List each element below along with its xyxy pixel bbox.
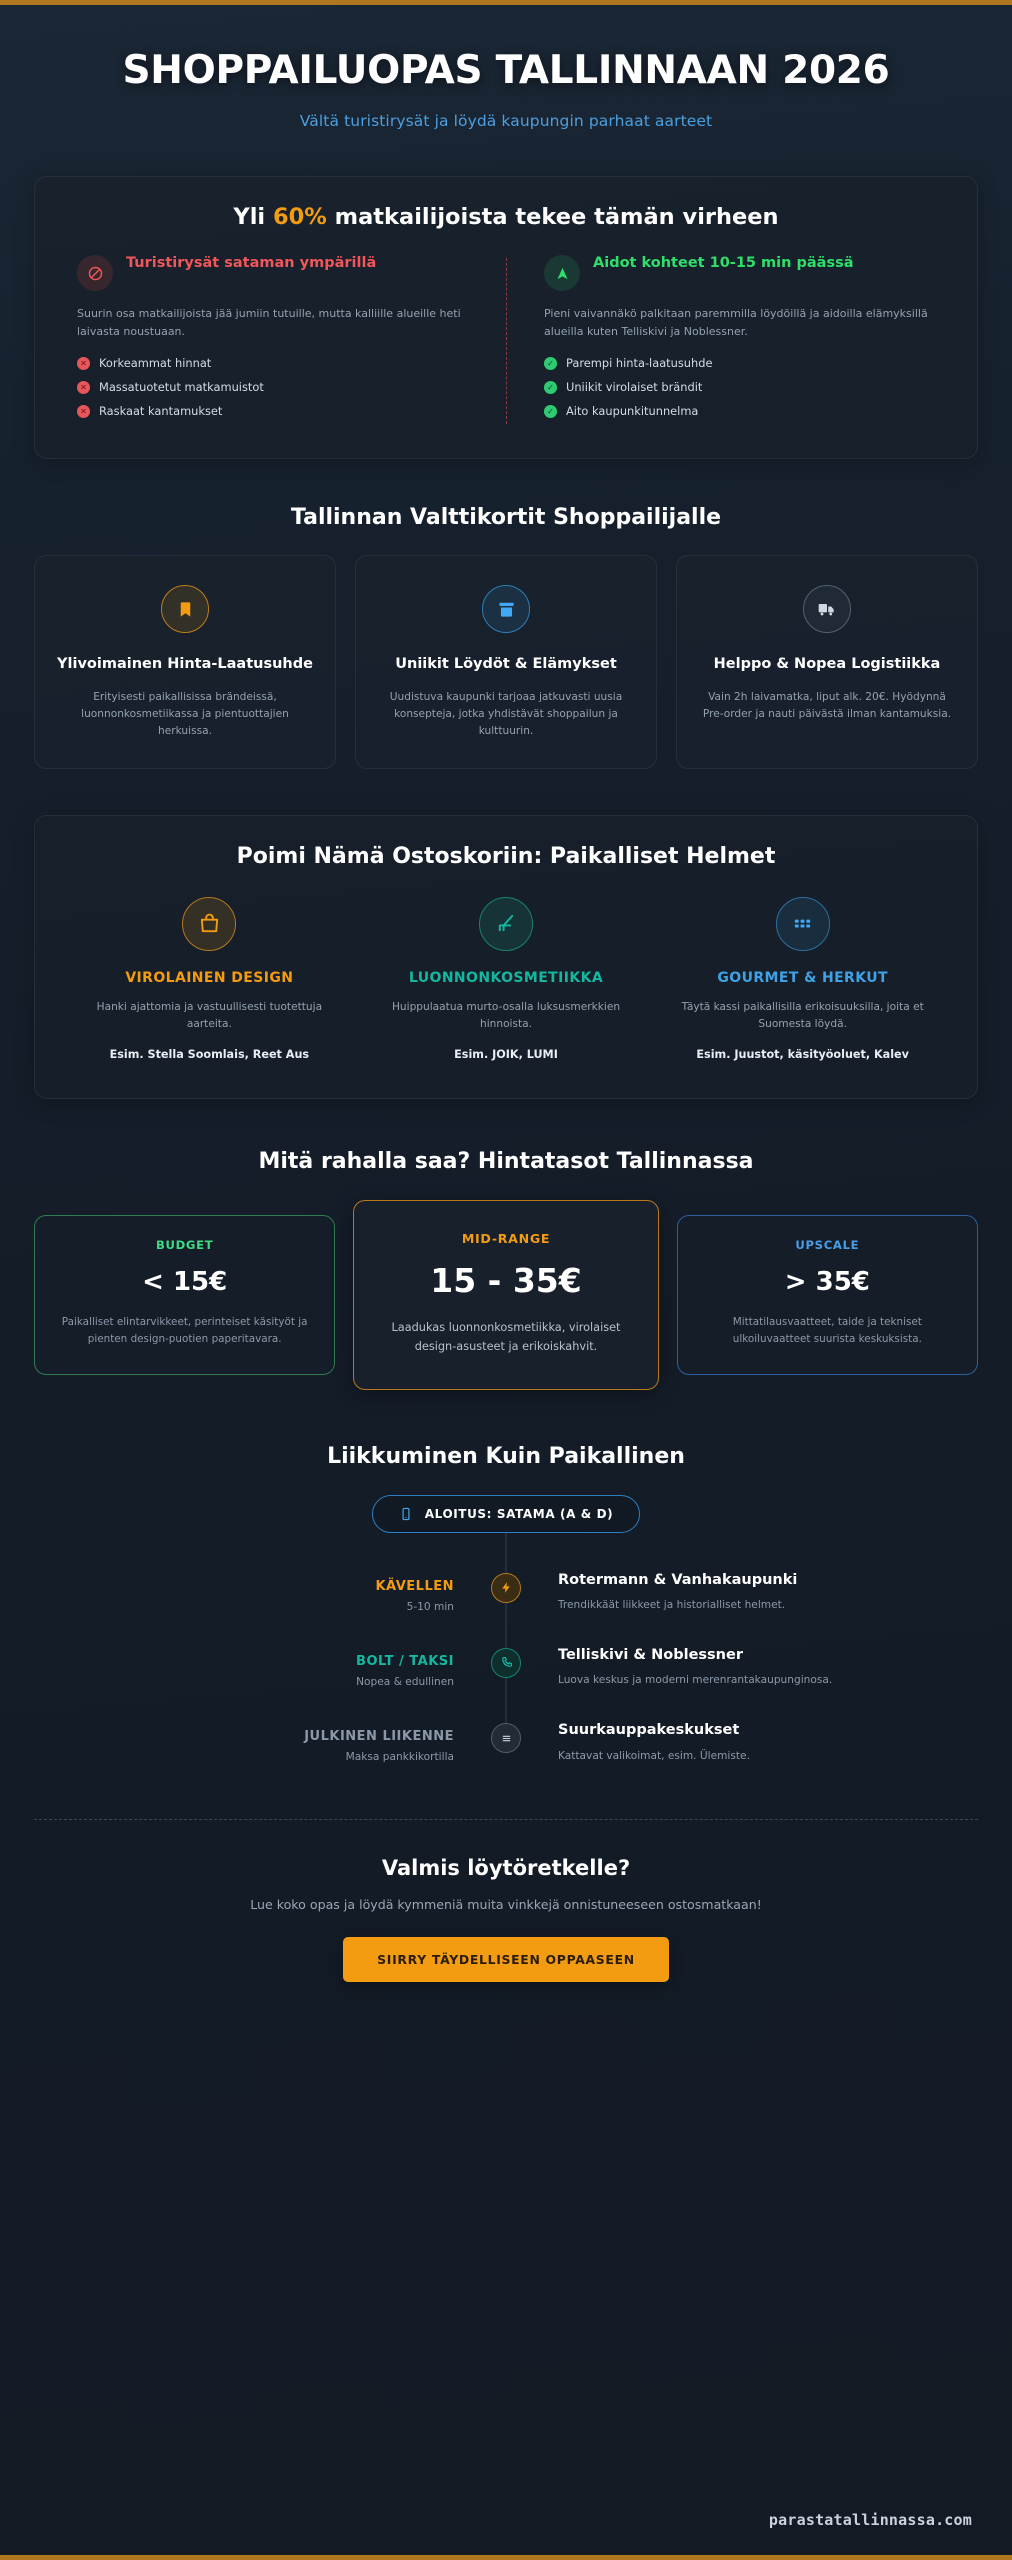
timeline-dest-title: Suurkauppakeskukset (558, 1722, 740, 1739)
feature-title: Uniikit Löydöt & Elämykset (395, 656, 617, 673)
timeline-mode-block (34, 1571, 506, 1613)
feature-title: Ylivoimainen Hinta-Laatusuhde (57, 656, 313, 673)
basket-item-desc: Hanki ajattomia ja vastuullisesti tuotettuja aarteita. (96, 1000, 323, 1031)
feature-desc: Uudistuva kaupunki tarjoaa jatkuvasti uusia konsepteja, jotka yhdistävät shoppailun ja kulttuurin. (389, 690, 623, 737)
price-tier-desc: Mittatilausvaatteet, taide ja tekniset ulkoiluvaatteet suurista keskuksista. (732, 1315, 922, 1345)
basket-item (654, 897, 951, 1064)
mistake-heading-pre: Yli (233, 204, 273, 231)
transport-section (0, 1444, 1012, 1765)
bookmark-icon (161, 585, 209, 633)
cta-section (0, 1820, 1012, 1982)
transport-timeline (0, 1533, 1012, 1765)
price-tier-tag: UPSCALE (795, 1237, 860, 1252)
navigation-arrow-icon (544, 255, 580, 291)
feature-card (355, 555, 657, 769)
timeline-mode-sub: 5-10 min (406, 1600, 454, 1613)
price-tier-mid-range (353, 1200, 658, 1390)
timeline-dest-title: Rotermann & Vanhakaupunki (558, 1571, 798, 1588)
features-title: Tallinnan Valttikortit Shoppailijalle (290, 505, 722, 531)
prices-grid (0, 1200, 1012, 1390)
basket-item-example: Esim. Juustot, käsityöoluet, Kalev (696, 1048, 909, 1062)
timeline-dest-desc: Kattavat valikoimat, esim. Ülemiste. (558, 1749, 750, 1762)
mistake-heading (59, 204, 953, 230)
features-section (0, 505, 1012, 769)
features-grid (0, 555, 1012, 769)
page-title: SHOPPAILUOPAS TALLINNAAN 2026 (122, 48, 890, 93)
bad-list (77, 356, 472, 418)
timeline-mode: BOLT / TAKSI (356, 1653, 454, 1669)
good-body: Pieni vaivannäkö palkitaan paremmilla löydöillä ja aidoilla elämyksillä alueilla kuten Telliskivi ja Noblessner. (544, 307, 928, 339)
good-title: Aidot kohteet 10-15 min päässä (593, 255, 854, 272)
basket-grid (61, 897, 951, 1064)
timeline-dest-title: Telliskivi & Noblessner (558, 1646, 743, 1663)
list-item (77, 404, 472, 418)
price-tier-tag: BUDGET (155, 1237, 214, 1252)
basket-item-title: VIROLAINEN DESIGN (125, 969, 294, 986)
transport-start-pill (372, 1495, 641, 1533)
price-tier-desc: Paikalliset elintarvikkeet, perinteiset käsityöt ja pienten design-puotien paperitavara. (61, 1315, 308, 1345)
feature-card (34, 555, 336, 769)
lightning-bolt-icon (491, 1573, 521, 1603)
cta-subtext: Lue koko opas ja löydä kymmeniä muita vinkkejä onnistuneeseen ostosmatkaan! (250, 1896, 762, 1912)
feature-title: Helppo & Nopea Logistiikka (713, 656, 941, 673)
cross-icon: ✕ (77, 357, 90, 370)
basket-item-example: Esim. JOIK, LUMI (454, 1048, 558, 1062)
hero-section (0, 5, 1012, 130)
basket-item (61, 897, 358, 1064)
transport-title: Liikkuminen Kuin Paikallinen (327, 1443, 685, 1469)
check-icon: ✓ (544, 357, 557, 370)
list-item (544, 404, 939, 418)
cross-icon: ✕ (77, 405, 90, 418)
list-item (77, 380, 472, 394)
basket-item-desc: Täytä kassi paikallisilla erikoisuuksilla, joita et Suomesta löydä. (681, 1000, 924, 1031)
transport-start-label: ALOITUS: SATAMA (A & D) (424, 1506, 614, 1521)
timeline-mode-sub: Nopea & edullinen (356, 1675, 454, 1688)
price-tier-desc: Laadukas luonnonkosmetiikka, virolaiset design-asusteet ja erikoiskahvit. (391, 1321, 621, 1353)
feature-desc: Erityisesti paikallisissa brändeissä, luonnonkosmetiikassa ja pientuottajien herkuissa. (81, 690, 289, 737)
cta-heading: Valmis löytöretkelle? (381, 1855, 631, 1880)
timeline-mode: JULKINEN LIIKENNE (304, 1729, 454, 1745)
price-tier-tag: MID-RANGE (461, 1231, 551, 1247)
list-item (544, 380, 939, 394)
basket-item-title: LUONNONKOSMETIIKKA (408, 969, 604, 986)
good-item-label: Uniikit virolaiset brändit (566, 380, 703, 395)
timeline-mode-sub: Maksa pankkikortilla (345, 1751, 454, 1764)
good-item-label: Parempi hinta-laatusuhde (566, 356, 713, 371)
list-lines-icon (491, 1723, 521, 1753)
bad-title: Turistirysät sataman ympärillä (126, 255, 377, 272)
bad-header (77, 254, 472, 291)
list-item (544, 356, 939, 370)
check-icon: ✓ (544, 405, 557, 418)
timeline-step (0, 1614, 1012, 1689)
timeline-dest-block (506, 1646, 978, 1689)
timeline-dest-desc: Luova keskus ja moderni merenrantakaupunginosa. (558, 1674, 833, 1687)
cross-icon: ✕ (77, 381, 90, 394)
price-tier-amount: > 35€ (784, 1266, 870, 1297)
bad-item-label: Massatuotetut matkamuistot (99, 380, 264, 395)
ban-icon (77, 255, 113, 291)
feature-card (676, 555, 978, 769)
comparison-bad-column (59, 254, 506, 428)
timeline-step (0, 1689, 1012, 1764)
price-tier-budget (34, 1215, 335, 1376)
price-tier-amount: 15 - 35€ (430, 1261, 582, 1301)
basket-item (358, 897, 655, 1064)
truck-icon (803, 585, 851, 633)
bad-body: Suurin osa matkailijoista jää jumiin tutuille, mutta kalliille alueille heti laivasta noustuaan. (77, 307, 461, 339)
site-url: parastatallinnassa.com (768, 2511, 972, 2529)
comparison-good-column (506, 254, 953, 428)
timeline-mode-block (34, 1721, 506, 1763)
archive-box-icon (482, 585, 530, 633)
comparison-columns (59, 254, 953, 428)
mistake-heading-post: matkailijoista tekee tämän virheen (326, 204, 779, 231)
price-tier-upscale (677, 1215, 978, 1376)
good-item-label: Aito kaupunkitunnelma (566, 404, 699, 419)
basket-title: Poimi Nämä Ostoskoriin: Paikalliset Helmet (236, 843, 776, 869)
timeline-dest-block (506, 1571, 978, 1614)
price-tier-amount: < 15€ (142, 1266, 228, 1297)
timeline-dest-block (506, 1721, 978, 1764)
comparison-divider (506, 258, 507, 424)
timeline-step (0, 1539, 1012, 1614)
timeline-dest-desc: Trendikkäät liikkeet ja historialliset helmet. (558, 1599, 786, 1611)
basket-item-example: Esim. Stella Soomlais, Reet Aus (109, 1048, 310, 1062)
leaf-sprout-icon (479, 897, 533, 951)
bad-item-label: Raskaat kantamukset (99, 404, 223, 419)
feature-desc: Vain 2h laivamatka, liput alk. 20€. Hyödynnä Pre-order ja nauti päivästä ilman kantamuksia. (702, 690, 952, 720)
prices-section (0, 1149, 1012, 1390)
good-header (544, 254, 939, 291)
mistake-card (34, 176, 978, 459)
list-item (77, 356, 472, 370)
mistake-heading-highlight: 60% (272, 204, 327, 231)
smartphone-icon (399, 1507, 413, 1521)
hero-subtitle: Vältä turistirysät ja löydä kaupungin parhaat aarteet (299, 112, 713, 131)
basket-card (34, 815, 978, 1099)
shopping-bag-icon (182, 897, 236, 951)
good-list (544, 356, 939, 418)
basket-item-title: GOURMET & HERKUT (717, 969, 888, 986)
bad-item-label: Korkeammat hinnat (99, 356, 212, 371)
check-icon: ✓ (544, 381, 557, 394)
phone-icon (491, 1648, 521, 1678)
basket-item-desc: Huippulaatua murto-osalla luksusmerkkien hinnoista. (391, 1000, 621, 1031)
timeline-mode: KÄVELLEN (375, 1578, 454, 1594)
cta-button[interactable]: SIIRRY TÄYDELLISEEN OPPAASEEN (343, 1937, 669, 1982)
prices-title: Mitä rahalla saa? Hintatasot Tallinnassa (258, 1149, 754, 1175)
grid-dots-icon (776, 897, 830, 951)
timeline-mode-block (34, 1646, 506, 1688)
